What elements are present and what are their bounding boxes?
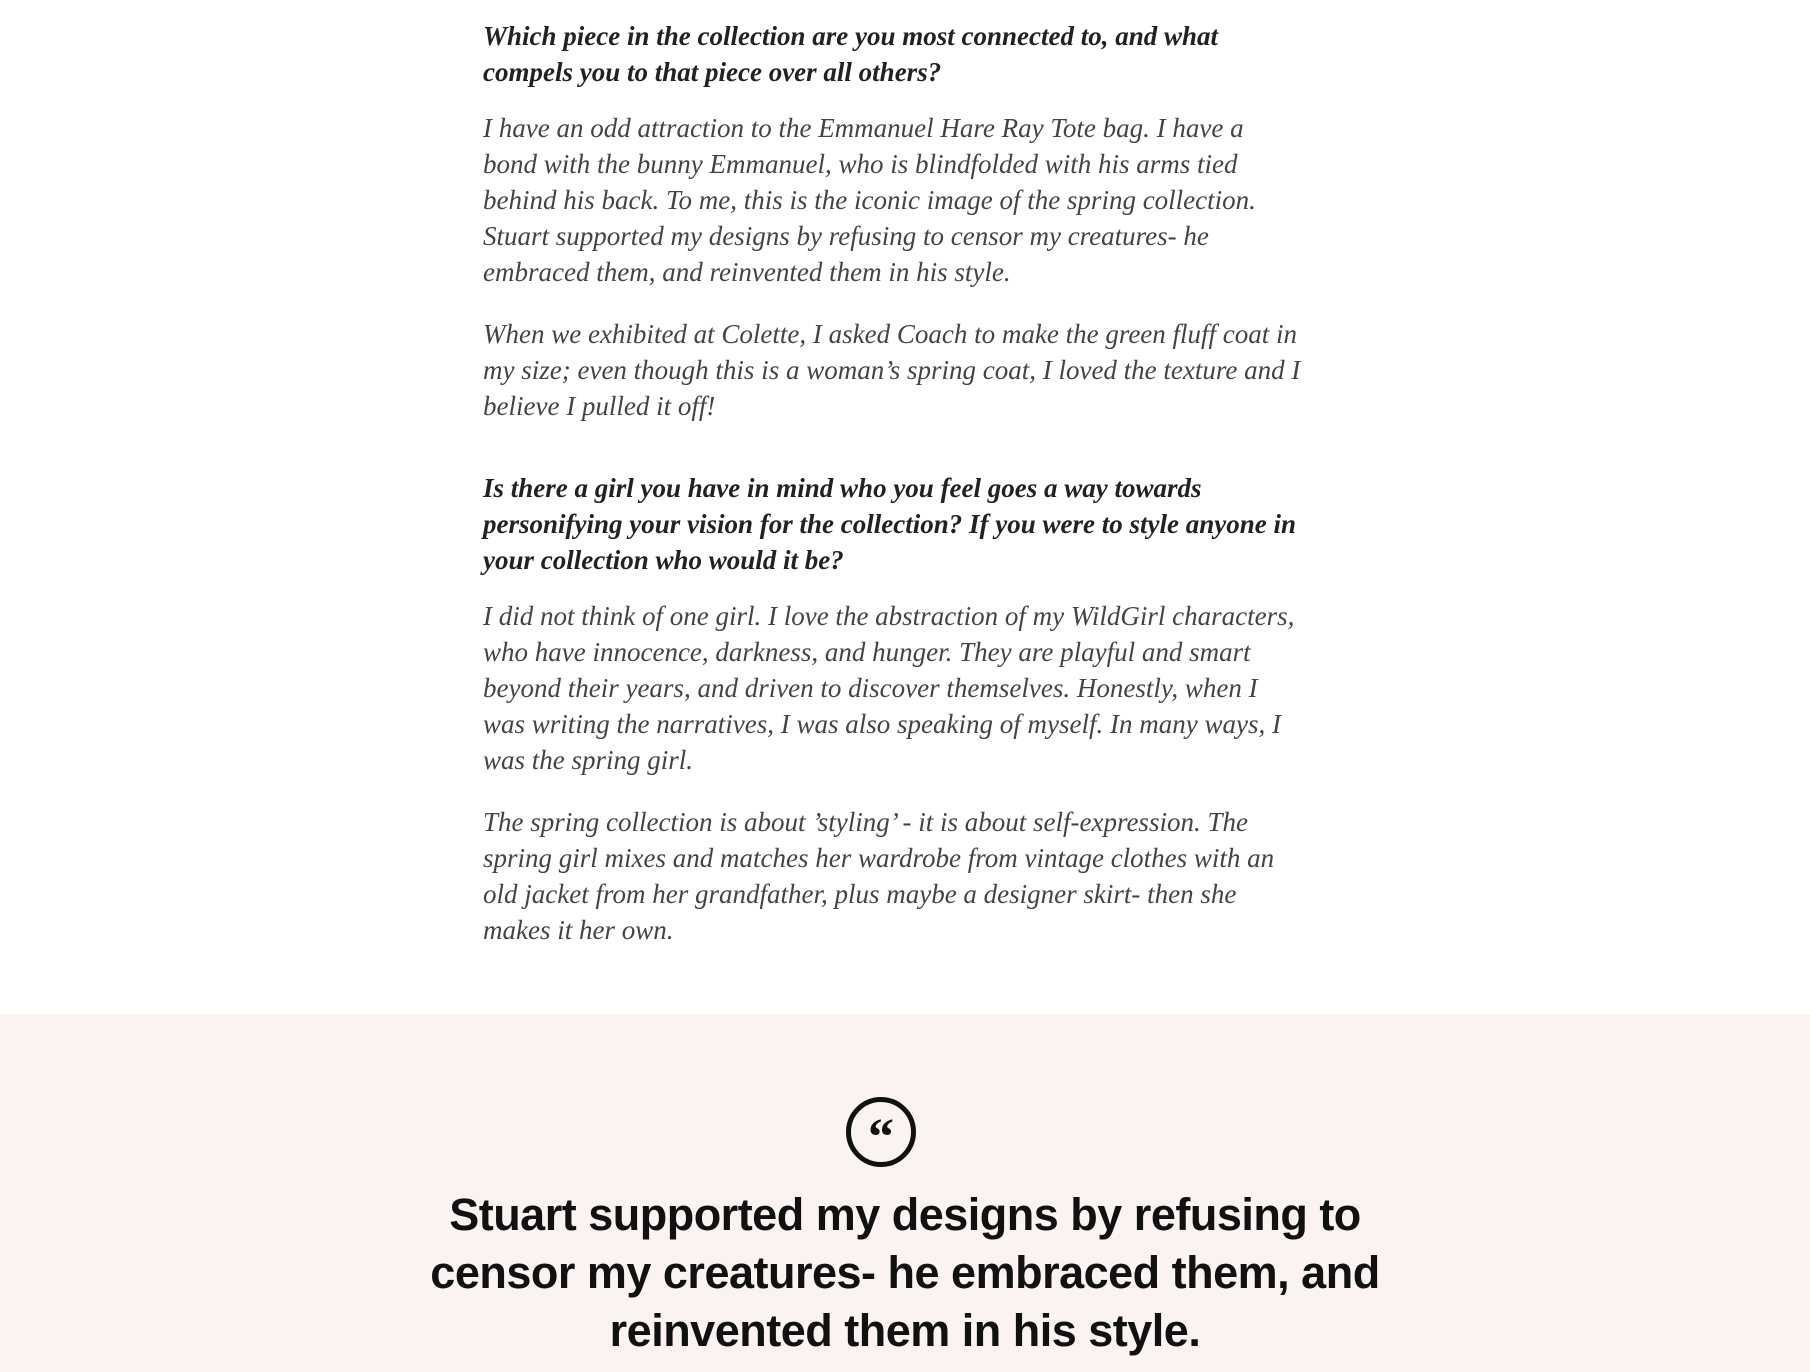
interview-answer: When we exhibited at Colette, I asked Coach to make the green fluff coat in my size; even though this is a woman’s spring coat, I loved the texture and I believe I pulled it off! [483, 319, 1301, 421]
interview-answer: The spring collection is about ’styling’ - it is about self-expression. The spring girl mixes and matches her wardrobe from vintage clothes with an old jacket from her grandfather, plus maybe a designer skirt- then she makes it her own. [483, 807, 1275, 945]
qa-block [483, 18, 1303, 424]
interview-answer: I have an odd attraction to the Emmanuel Hare Ray Tote bag. I have a bond with the bunny Emmanuel, who is blindfolded with his arms tied behind his back. To me, this is the iconic image of the spring collection. Stuart supported my designs by refusing to censor my creatures- he embraced them, and reinvented them in his style. [483, 113, 1256, 287]
quote-icon [845, 1096, 917, 1168]
qa-block [483, 470, 1303, 948]
interview-question: Is there a girl you have in mind who you feel goes a way towards personifying your vision for the collection? If you were to style anyone in your collection who would it be? [483, 473, 1296, 575]
article-body [483, 18, 1303, 974]
interview-question: Which piece in the collection are you most connected to, and what compels you to that piece over all others? [483, 21, 1218, 87]
interview-answer: I did not think of one girl. I love the abstraction of my WildGirl characters, who have innocence, darkness, and hunger. They are playful and smart beyond their years, and driven to discover themselves. Honestly, when I was writing the narratives, I was also speaking of myself. In many ways, I was the spring girl. [483, 601, 1295, 775]
pullquote-section [0, 1014, 1810, 1372]
pullquote-text: Stuart supported my designs by refusing to censor my creatures- he embraced them, and reinvented them in his style. [430, 1189, 1380, 1356]
svg-text:“: “ [868, 1109, 894, 1166]
